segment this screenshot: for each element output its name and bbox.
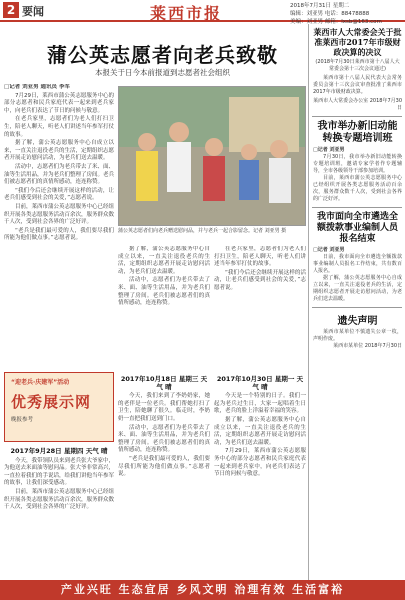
lead-byline: □记者 刘亚男 通讯员 李军: [4, 84, 70, 90]
center-p2: 活动中，志愿者们为老兵带去了米、面、油等生活用品，并为老兵们整理了房间。老兵们被志愿者们的真情所感动，连连称赞。: [118, 277, 210, 307]
left-col-p1: 目前，莱西市蒲公英志愿服务中心已经组织开展各类志愿服务活动百余次，服务群众数千人次，受到社会各界的广泛好评。: [4, 203, 114, 226]
header-designer: 美编：刘亚男 邮箱：lxsb@163.com: [290, 19, 382, 25]
photo-illustration: [119, 87, 306, 226]
masthead: 莱西市报: [150, 4, 223, 23]
diary-title: 2017年10月18日 星期三 天气 晴: [120, 375, 208, 391]
letter-body: 今天，我带领队员来到老兵张大爷家中，为他送去米面油等慰问品。张大爷非常高兴，一直拉着我们的手说话，给我们讲他当年参军的故事，让我们深受感动。: [4, 457, 114, 487]
lead-article-right: [214, 246, 306, 371]
side3-byline: □记者 刘亚男: [313, 247, 345, 253]
diary-body: 今天，我们来到了李奶奶家，她的老伴是一位老兵。我们帮她打扫了卫生，陪她聊了很久。临走时，李奶奶一直把我们送到门口。: [118, 393, 210, 422]
lead-article-center: [118, 246, 210, 371]
footer-slogan: 产业兴旺 生态宜居 乡风文明 治理有效 生活富裕: [0, 580, 405, 600]
lead-body-4: “我们今后还会继续开展这样的活动，让老兵们感受到社会的关爱，”志愿者说。: [4, 187, 114, 202]
side1-body: 莱西市第十八届人民代表大会常务委员会第十三次会议审查批准了莱西市2017年市级财政决算。: [313, 75, 402, 95]
side2-body-extra: 目前，莱西市蒲公英志愿服务中心已经组织开展各类志愿服务活动百余次，服务群众数千人次，受到社会各界的广泛好评。: [313, 175, 402, 202]
side-divider-3: [312, 307, 402, 308]
header-meta: [290, 2, 402, 26]
page-number: 2: [3, 2, 19, 18]
lead-body-3: 活动中，志愿者们为老兵带去了米、面、油等生活用品，并为老兵们整理了房间。老兵们被志愿者们的真情所感动，连连称赞。: [4, 163, 114, 186]
left-col-p2: “老兵是我们最可爱的人，我们要尽我们所能为他们做点事。”志愿者说。: [4, 227, 114, 242]
side-divider-1: [312, 116, 402, 117]
diary2-title: 2017年10月30日 星期一 天气 晴: [216, 375, 304, 391]
lead-photo: [118, 86, 306, 226]
side4-body: 莱西市某单位不慎遗失公章一枚，声明作废。: [313, 329, 402, 342]
letter-title: 2017年9月28日 星期四 天气 晴: [10, 447, 108, 455]
header-editor: 编辑：刘亚男 电话：88478888: [290, 11, 370, 17]
diary2-body-2: 据了解，蒲公英志愿服务中心自成立以来，一直关注退役老兵的生活，定期组织志愿者开展走访慰问活动，为老兵们送去温暖。: [214, 416, 306, 446]
side1-title: 莱西市人大常委会关于批准莱西市2017年市级财政决算的决议: [313, 27, 402, 57]
lead-body-1: 在老兵家里，志愿者们为老人们打扫卫生，陪老人聊天，听老人们讲述当年参军打仗的故事。: [4, 116, 114, 138]
sidebar: [308, 24, 405, 594]
right-p1: 在老兵家里，志愿者们为老人们打扫卫生，陪老人聊天，听老人们讲述当年参军打仗的故事。: [214, 246, 306, 268]
side1-sign: 莱西市人大常委会办公室 2018年7月30日: [313, 98, 402, 111]
banner-line2: 优秀展示网: [11, 393, 92, 411]
diary-body-2: 活动中，志愿者们为老兵带去了米、面、油等生活用品，并为老兵们整理了房间。老兵们被志愿者们的真情所感动，连连称赞。: [118, 424, 210, 454]
diary2-body-3: 7月29日，莱西市蒲公英志愿服务中心的部分志愿者和民兵家庭代表一起来到老兵家中，向老兵们表达了节日的问候与敬意。: [214, 448, 306, 478]
photo-caption: 蒲公英志愿者们向老兵赠送慰问品，并与老兵一起合影留念。记者 刘亚男 摄: [118, 228, 287, 234]
side4-title: 遗失声明: [337, 316, 378, 327]
section-label: 要闻: [22, 5, 44, 18]
banner-line1: “迎老兵·庆建军”活动: [11, 379, 70, 386]
side2-byline: □记者 刘亚男: [313, 147, 345, 153]
lead-intro: 7月29日，莱西市蒲公英志愿服务中心的部分志愿者和民兵家庭代表一起来到老兵家中，向老兵们表达了节日的问候与敬意。: [4, 92, 114, 114]
center-p1: 据了解，蒲公英志愿服务中心自成立以来，一直关注退役老兵的生活，定期组织志愿者开展走访慰问活动，为老兵们送去温暖。: [118, 246, 210, 275]
lead-body-2: 据了解，蒲公英志愿服务中心自成立以来，一直关注退役老兵的生活，定期组织志愿者开展走访慰问活动，为老兵们送去温暖。: [4, 140, 114, 162]
lead-subhead: 本报关于日今本前报道到志愿者社会组织: [95, 68, 230, 77]
letter-section: [4, 446, 114, 576]
side4-sign: 莱西市某单位 2018年7月30日: [333, 343, 402, 349]
side3-body-extra: 据了解，蒲公英志愿服务中心自成立以来，一直关注退役老兵的生活，定期组织志愿者开展走访慰问活动，为老兵们送去温暖。: [313, 275, 402, 302]
side2-body: 7月30日，我市举办新旧动能转换专题培训班，邀请专家学者作专题辅导，全市各级领导干部参加培训。: [313, 154, 402, 174]
event-banner: [4, 372, 114, 442]
lead-article-left: [4, 84, 114, 369]
side3-title: 我市面向全市遴选全额拨款事业编制人员报名结束: [316, 212, 398, 244]
banner-line3: 晚报参考: [11, 417, 34, 423]
side1-sub: (2018年7月30日莱西市第十八届人大常委会第十三次会议通过): [315, 59, 400, 72]
header-date: 2018年7月31日 星期二: [290, 3, 350, 9]
letter-body-2: 目前，莱西市蒲公英志愿服务中心已经组织开展各类志愿服务活动百余次，服务群众数千人次，受到社会各界的广泛好评。: [4, 488, 114, 511]
diary-section: [118, 374, 210, 574]
lead-headline: 蒲公英志愿者向老兵致敬: [47, 43, 278, 67]
right-p2: “我们今后还会继续开展这样的活动，让老兵们感受到社会的关爱，”志愿者说。: [214, 269, 306, 291]
side3-body: 日前，我市面向全市遴选全额拨款事业编制人员报名工作结束，共有数百人报名。: [313, 254, 402, 274]
diary2-body: 今天是一个特别的日子。我们一起为老兵过生日，大家一起唱着生日歌，老兵的脸上洋溢着幸福的笑容。: [214, 393, 306, 415]
diary-section-2: [214, 374, 306, 574]
side-divider-2: [312, 207, 402, 208]
page-header: [0, 0, 405, 25]
diary-body-3: “老兵是我们最可爱的人，我们要尽我们所能为他们做点事。”志愿者说。: [118, 455, 210, 478]
side2-title: 我市举办新旧动能转换专题培训班: [317, 121, 398, 144]
